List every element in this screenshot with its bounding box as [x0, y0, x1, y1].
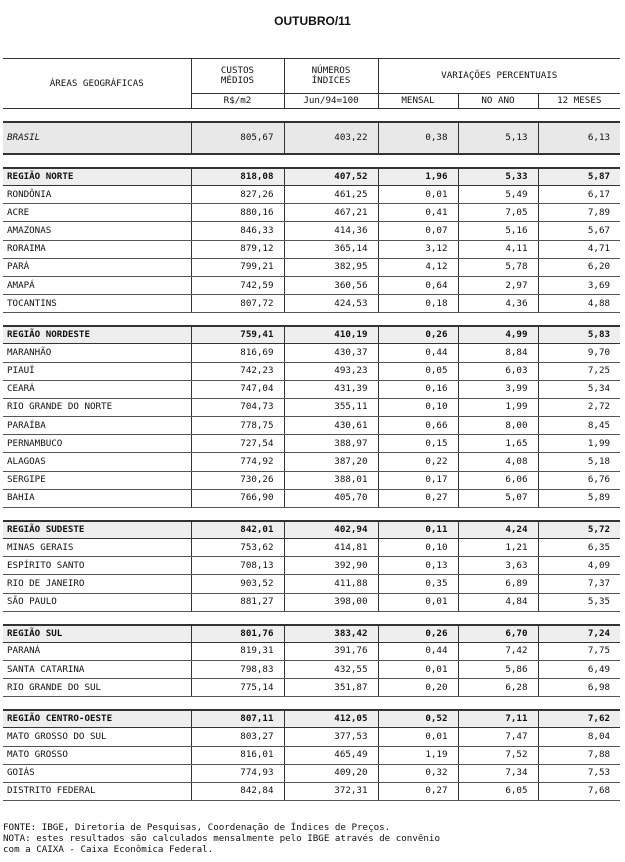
header-unit-indices: Jun/94=100 — [284, 94, 378, 109]
state-row-indice: 360,56 — [284, 276, 378, 294]
state-row-mensal: 0,44 — [378, 642, 458, 660]
state-row-custo: 775,14 — [191, 679, 284, 697]
state-row-m12: 4,88 — [538, 295, 620, 313]
state-row-custo: 816,01 — [191, 746, 284, 764]
state-row-ano: 6,89 — [458, 575, 538, 593]
state-row-ano: 3,63 — [458, 557, 538, 575]
state-row-name: PERNAMBUCO — [3, 435, 191, 453]
region-row-custo: 842,01 — [191, 521, 284, 539]
state-row-ano: 6,06 — [458, 471, 538, 489]
region-row-custo: 818,08 — [191, 168, 284, 186]
state-row-indice: 388,01 — [284, 471, 378, 489]
state-row-indice: 414,36 — [284, 222, 378, 240]
note-nota-line2: com a CAIXA - Caixa Econômica Federal. — [3, 844, 214, 855]
state-row-name: ESPÍRITO SANTO — [3, 557, 191, 575]
state-row-custo: 881,27 — [191, 593, 284, 611]
state-row-mensal: 0,44 — [378, 344, 458, 362]
region-row-ano: 4,99 — [458, 326, 538, 344]
state-row-m12: 6,35 — [538, 539, 620, 557]
state-row — [3, 489, 620, 507]
state-row — [3, 593, 620, 611]
region-row — [3, 625, 620, 643]
state-row-mensal: 0,10 — [378, 539, 458, 557]
state-row-indice: 493,23 — [284, 362, 378, 380]
region-row-indice: 383,42 — [284, 625, 378, 643]
state-row-m12: 5,35 — [538, 593, 620, 611]
region-row-m12: 5,87 — [538, 168, 620, 186]
state-row-custo: 774,92 — [191, 453, 284, 471]
state-row — [3, 782, 620, 800]
state-row-ano: 5,78 — [458, 258, 538, 276]
state-row-mensal: 0,10 — [378, 398, 458, 416]
state-row-m12: 6,20 — [538, 258, 620, 276]
state-row-custo: 774,93 — [191, 764, 284, 782]
state-row-custo: 880,16 — [191, 204, 284, 222]
state-row-m12: 2,72 — [538, 398, 620, 416]
header-unit-custos: R$/m2 — [191, 94, 284, 109]
region-row-mensal: 0,11 — [378, 521, 458, 539]
state-row-name: PARAÍBA — [3, 417, 191, 435]
state-row — [3, 557, 620, 575]
state-row-ano: 5,07 — [458, 489, 538, 507]
state-row-name: MATO GROSSO DO SUL — [3, 728, 191, 746]
state-row-custo: 798,83 — [191, 660, 284, 678]
state-row-indice: 388,97 — [284, 435, 378, 453]
state-row-indice: 432,55 — [284, 660, 378, 678]
state-row-indice: 461,25 — [284, 186, 378, 204]
region-row-ano: 7,11 — [458, 710, 538, 728]
state-row-custo: 803,27 — [191, 728, 284, 746]
brasil-indice: 403,22 — [284, 122, 378, 154]
state-row — [3, 539, 620, 557]
state-row-mensal: 0,05 — [378, 362, 458, 380]
header-areas: ÁREAS GEOGRÁFICAS — [3, 59, 191, 109]
state-row-name: RIO DE JANEIRO — [3, 575, 191, 593]
state-row-ano: 7,05 — [458, 204, 538, 222]
state-row-indice: 424,53 — [284, 295, 378, 313]
state-row-custo: 708,13 — [191, 557, 284, 575]
state-row-name: CEARÁ — [3, 380, 191, 398]
state-row-mensal: 0,64 — [378, 276, 458, 294]
state-row-name: RIO GRANDE DO SUL — [3, 679, 191, 697]
state-row-ano: 4,08 — [458, 453, 538, 471]
state-row-m12: 5,34 — [538, 380, 620, 398]
state-row-name: SÃO PAULO — [3, 593, 191, 611]
table-header — [3, 59, 620, 109]
brasil-12m: 6,13 — [538, 122, 620, 154]
state-row-name: AMAPÁ — [3, 276, 191, 294]
state-row — [3, 344, 620, 362]
state-row-name: RORAIMA — [3, 240, 191, 258]
state-row-m12: 7,88 — [538, 746, 620, 764]
page-title: OUTUBRO/11 — [274, 14, 351, 28]
state-row-custo: 799,21 — [191, 258, 284, 276]
state-row-name: ACRE — [3, 204, 191, 222]
region-row-ano: 4,24 — [458, 521, 538, 539]
region-row — [3, 168, 620, 186]
state-row — [3, 435, 620, 453]
brasil-ano: 5,13 — [458, 122, 538, 154]
state-row-m12: 7,75 — [538, 642, 620, 660]
state-row-name: PIAUÍ — [3, 362, 191, 380]
region-row-name: REGIÃO SUL — [3, 625, 191, 643]
state-row-indice: 391,76 — [284, 642, 378, 660]
state-row-name: ALAGOAS — [3, 453, 191, 471]
state-row — [3, 660, 620, 678]
state-row — [3, 380, 620, 398]
state-row-custo: 747,04 — [191, 380, 284, 398]
state-row-custo: 827,26 — [191, 186, 284, 204]
state-row-custo: 766,90 — [191, 489, 284, 507]
state-row — [3, 258, 620, 276]
region-row-mensal: 1,96 — [378, 168, 458, 186]
state-row-m12: 3,69 — [538, 276, 620, 294]
state-row-custo: 846,33 — [191, 222, 284, 240]
state-row-mensal: 3,12 — [378, 240, 458, 258]
region-row — [3, 326, 620, 344]
state-row-custo: 778,75 — [191, 417, 284, 435]
state-row-m12: 6,17 — [538, 186, 620, 204]
region-row-ano: 6,70 — [458, 625, 538, 643]
region-row-indice: 410,19 — [284, 326, 378, 344]
costs-table — [3, 58, 620, 801]
state-row-name: MARANHÃO — [3, 344, 191, 362]
state-row — [3, 276, 620, 294]
state-row-m12: 9,70 — [538, 344, 620, 362]
state-row-mensal: 0,27 — [378, 782, 458, 800]
region-row-name: REGIÃO SUDESTE — [3, 521, 191, 539]
region-row-name: REGIÃO CENTRO-OESTE — [3, 710, 191, 728]
state-row — [3, 204, 620, 222]
state-row-m12: 6,76 — [538, 471, 620, 489]
state-row-custo: 753,62 — [191, 539, 284, 557]
state-row-indice: 405,70 — [284, 489, 378, 507]
state-row-mensal: 1,19 — [378, 746, 458, 764]
state-row — [3, 240, 620, 258]
state-row-ano: 6,03 — [458, 362, 538, 380]
state-row-name: AMAZONAS — [3, 222, 191, 240]
header-variacoes: VARIAÇÕES PERCENTUAIS — [378, 59, 620, 94]
state-row-ano: 5,49 — [458, 186, 538, 204]
state-row-mensal: 4,12 — [378, 258, 458, 276]
state-row — [3, 417, 620, 435]
state-row-name: PARÁ — [3, 258, 191, 276]
state-row-m12: 8,04 — [538, 728, 620, 746]
state-row-ano: 7,34 — [458, 764, 538, 782]
state-row-m12: 6,98 — [538, 679, 620, 697]
state-row-m12: 7,37 — [538, 575, 620, 593]
state-row-m12: 8,45 — [538, 417, 620, 435]
state-row-name: DISTRITO FEDERAL — [3, 782, 191, 800]
state-row-ano: 3,99 — [458, 380, 538, 398]
state-row-mensal: 0,32 — [378, 764, 458, 782]
header-12-meses: 12 MESES — [538, 94, 620, 109]
state-row-mensal: 0,27 — [378, 489, 458, 507]
state-row-custo: 730,26 — [191, 471, 284, 489]
state-row-custo: 819,31 — [191, 642, 284, 660]
state-row-indice: 431,39 — [284, 380, 378, 398]
state-row-name: SANTA CATARINA — [3, 660, 191, 678]
state-row-mensal: 0,15 — [378, 435, 458, 453]
sinapi-table-frame — [3, 58, 620, 801]
region-row-custo: 801,76 — [191, 625, 284, 643]
state-row-ano: 7,47 — [458, 728, 538, 746]
state-row — [3, 746, 620, 764]
state-row-m12: 1,99 — [538, 435, 620, 453]
state-row-indice: 392,90 — [284, 557, 378, 575]
state-row-indice: 377,53 — [284, 728, 378, 746]
state-row-custo: 742,23 — [191, 362, 284, 380]
state-row-mensal: 0,01 — [378, 186, 458, 204]
region-row-mensal: 0,26 — [378, 625, 458, 643]
state-row-indice: 430,61 — [284, 417, 378, 435]
state-row-indice: 430,37 — [284, 344, 378, 362]
state-row-indice: 355,11 — [284, 398, 378, 416]
region-row — [3, 521, 620, 539]
state-row — [3, 295, 620, 313]
state-row — [3, 471, 620, 489]
region-row-m12: 7,62 — [538, 710, 620, 728]
state-row-m12: 4,71 — [538, 240, 620, 258]
state-row — [3, 575, 620, 593]
region-row-custo: 807,11 — [191, 710, 284, 728]
state-row-ano: 1,21 — [458, 539, 538, 557]
header-indices-line2: ÍNDICES — [311, 75, 351, 86]
state-row-ano: 6,28 — [458, 679, 538, 697]
state-row-ano: 1,65 — [458, 435, 538, 453]
state-row-m12: 7,53 — [538, 764, 620, 782]
state-row-mensal: 0,13 — [378, 557, 458, 575]
state-row-mensal: 0,22 — [378, 453, 458, 471]
state-row-m12: 4,09 — [538, 557, 620, 575]
state-row-ano: 5,86 — [458, 660, 538, 678]
state-row-custo: 807,72 — [191, 295, 284, 313]
state-row-mensal: 0,18 — [378, 295, 458, 313]
state-row-mensal: 0,17 — [378, 471, 458, 489]
header-no-ano: NO ANO — [458, 94, 538, 109]
state-row-m12: 6,49 — [538, 660, 620, 678]
state-row-custo: 842,84 — [191, 782, 284, 800]
state-row-indice: 387,20 — [284, 453, 378, 471]
state-row-mensal: 0,01 — [378, 593, 458, 611]
region-row-name: REGIÃO NORTE — [3, 168, 191, 186]
region-row-indice: 412,05 — [284, 710, 378, 728]
state-row-m12: 7,68 — [538, 782, 620, 800]
state-row-custo: 903,52 — [191, 575, 284, 593]
state-row-indice: 467,21 — [284, 204, 378, 222]
note-fonte: FONTE: IBGE, Diretoria de Pesquisas, Coordenação de Índices de Preços. — [3, 822, 391, 833]
state-row-custo: 879,12 — [191, 240, 284, 258]
brasil-row — [3, 122, 620, 154]
header-indices-line1: NÚMEROS — [311, 65, 351, 76]
region-row-m12: 5,72 — [538, 521, 620, 539]
state-row-ano: 1,99 — [458, 398, 538, 416]
state-row-indice: 351,87 — [284, 679, 378, 697]
region-row-name: REGIÃO NORDESTE — [3, 326, 191, 344]
state-row — [3, 222, 620, 240]
header-custos — [191, 59, 284, 94]
region-row-indice: 407,52 — [284, 168, 378, 186]
state-row-mensal: 0,07 — [378, 222, 458, 240]
header-mensal: MENSAL — [378, 94, 458, 109]
state-row-custo: 727,54 — [191, 435, 284, 453]
state-row-m12: 5,67 — [538, 222, 620, 240]
state-row — [3, 642, 620, 660]
state-row-name: SERGIPE — [3, 471, 191, 489]
state-row-ano: 2,97 — [458, 276, 538, 294]
state-row-custo: 816,69 — [191, 344, 284, 362]
state-row-indice: 372,31 — [284, 782, 378, 800]
state-row-name: BAHIA — [3, 489, 191, 507]
state-row-name: MATO GROSSO — [3, 746, 191, 764]
state-row-mensal: 0,01 — [378, 660, 458, 678]
state-row-m12: 7,89 — [538, 204, 620, 222]
state-row-m12: 7,25 — [538, 362, 620, 380]
state-row — [3, 186, 620, 204]
state-row-indice: 411,88 — [284, 575, 378, 593]
state-row-mensal: 0,41 — [378, 204, 458, 222]
state-row — [3, 453, 620, 471]
state-row-mensal: 0,01 — [378, 728, 458, 746]
state-row-ano: 4,84 — [458, 593, 538, 611]
state-row-custo: 742,59 — [191, 276, 284, 294]
state-row-ano: 8,84 — [458, 344, 538, 362]
header-custos-line1: CUSTOS — [220, 65, 255, 76]
region-row-mensal: 0,52 — [378, 710, 458, 728]
state-row — [3, 398, 620, 416]
state-row-indice: 382,95 — [284, 258, 378, 276]
region-row-m12: 7,24 — [538, 625, 620, 643]
note-nota-line1: NOTA: estes resultados são calculados mensalmente pelo IBGE através de convênio — [3, 833, 440, 844]
state-row-indice: 365,14 — [284, 240, 378, 258]
state-row-name: TOCANTINS — [3, 295, 191, 313]
state-row-ano: 6,05 — [458, 782, 538, 800]
region-row-indice: 402,94 — [284, 521, 378, 539]
state-row-name: MINAS GERAIS — [3, 539, 191, 557]
brasil-mensal: 0,38 — [378, 122, 458, 154]
footnotes — [3, 822, 620, 855]
state-row — [3, 679, 620, 697]
state-row-ano: 4,11 — [458, 240, 538, 258]
region-row-ano: 5,33 — [458, 168, 538, 186]
state-row-mensal: 0,16 — [378, 380, 458, 398]
state-row-ano: 5,16 — [458, 222, 538, 240]
state-row-indice: 409,20 — [284, 764, 378, 782]
state-row-name: RIO GRANDE DO NORTE — [3, 398, 191, 416]
state-row-mensal: 0,66 — [378, 417, 458, 435]
state-row-mensal: 0,35 — [378, 575, 458, 593]
state-row-indice: 414,81 — [284, 539, 378, 557]
state-row-custo: 704,73 — [191, 398, 284, 416]
state-row-ano: 7,52 — [458, 746, 538, 764]
state-row-mensal: 0,20 — [378, 679, 458, 697]
state-row-indice: 398,00 — [284, 593, 378, 611]
region-row — [3, 710, 620, 728]
region-row-custo: 759,41 — [191, 326, 284, 344]
brasil-custo: 805,67 — [191, 122, 284, 154]
region-row-m12: 5,83 — [538, 326, 620, 344]
state-row-m12: 5,89 — [538, 489, 620, 507]
region-row-mensal: 0,26 — [378, 326, 458, 344]
state-row — [3, 764, 620, 782]
header-indices — [284, 59, 378, 94]
state-row — [3, 362, 620, 380]
table-body — [3, 109, 620, 801]
state-row-name: RONDÔNIA — [3, 186, 191, 204]
state-row-name: GOIÁS — [3, 764, 191, 782]
state-row-ano: 4,36 — [458, 295, 538, 313]
state-row — [3, 728, 620, 746]
state-row-name: PARANÁ — [3, 642, 191, 660]
state-row-ano: 8,00 — [458, 417, 538, 435]
header-custos-line2: MÉDIOS — [220, 75, 255, 86]
state-row-m12: 5,18 — [538, 453, 620, 471]
brasil-name: BRASIL — [3, 122, 191, 154]
state-row-indice: 465,49 — [284, 746, 378, 764]
state-row-ano: 7,42 — [458, 642, 538, 660]
